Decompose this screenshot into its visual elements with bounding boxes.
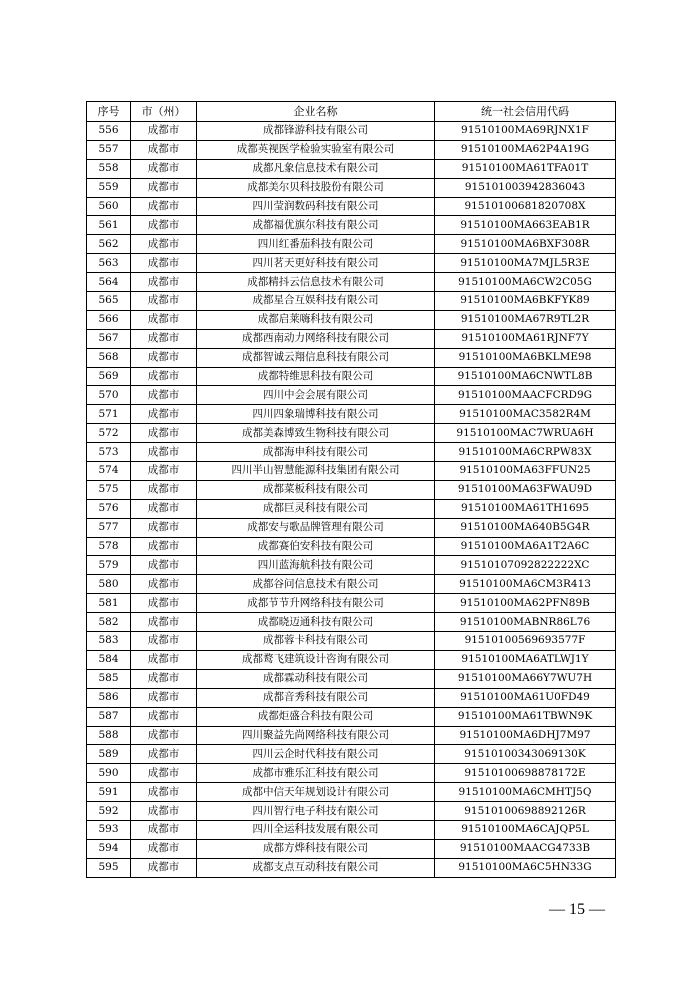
table-row — [87, 688, 616, 707]
table-body — [87, 122, 616, 878]
row-company: 四川智行电子科技有限公司 — [197, 802, 435, 821]
row-city: 成都市 — [131, 783, 197, 802]
table-row — [87, 292, 616, 311]
row-index: 559 — [87, 178, 131, 197]
row-company: 成都鹜飞建筑设计咨询有限公司 — [197, 650, 435, 669]
row-index: 576 — [87, 499, 131, 518]
row-city: 成都市 — [131, 688, 197, 707]
row-city: 成都市 — [131, 839, 197, 858]
table-row — [87, 802, 616, 821]
row-credit-code: 91510100MA61TBWN9K — [435, 707, 616, 726]
row-company: 成都菜板科技有限公司 — [197, 480, 435, 499]
row-city: 成都市 — [131, 802, 197, 821]
table-row — [87, 745, 616, 764]
row-company: 四川莹润数码科技有限公司 — [197, 197, 435, 216]
row-index: 557 — [87, 140, 131, 159]
row-credit-code: 91510100MA62P4A19G — [435, 140, 616, 159]
row-credit-code: 91510100MA69RJNX1F — [435, 122, 616, 141]
row-credit-code: 91510100MA7MJL5R3E — [435, 254, 616, 273]
row-credit-code: 91510100MABNR86L76 — [435, 613, 616, 632]
row-company: 成都赛伯安科技有限公司 — [197, 537, 435, 556]
row-index: 583 — [87, 632, 131, 651]
row-city: 成都市 — [131, 405, 197, 424]
row-credit-code: 91510100MA6CW2C05G — [435, 273, 616, 292]
row-index: 593 — [87, 820, 131, 839]
row-city: 成都市 — [131, 329, 197, 348]
row-company: 成都启莱嗨科技有限公司 — [197, 310, 435, 329]
table-row — [87, 273, 616, 292]
table-row — [87, 140, 616, 159]
row-credit-code: 91510100MA6CNWTL8B — [435, 367, 616, 386]
row-credit-code: 91510100698878172E — [435, 764, 616, 783]
row-city: 成都市 — [131, 122, 197, 141]
row-index: 564 — [87, 273, 131, 292]
row-city: 成都市 — [131, 386, 197, 405]
table-row — [87, 405, 616, 424]
table-row — [87, 122, 616, 141]
row-credit-code: 915101003942836043 — [435, 178, 616, 197]
row-credit-code: 91510100MA61TFA01T — [435, 159, 616, 178]
row-credit-code: 91510100MA6BKFYK89 — [435, 292, 616, 311]
row-index: 589 — [87, 745, 131, 764]
row-credit-code: 91510100MAACG4733B — [435, 839, 616, 858]
table-row — [87, 159, 616, 178]
table-row — [87, 235, 616, 254]
row-city: 成都市 — [131, 462, 197, 481]
row-company: 成都西南动力网络科技有限公司 — [197, 329, 435, 348]
table-row — [87, 556, 616, 575]
row-index: 569 — [87, 367, 131, 386]
row-city: 成都市 — [131, 424, 197, 443]
row-credit-code: 91510100MAC7WRUA6H — [435, 424, 616, 443]
row-city: 成都市 — [131, 594, 197, 613]
table-row — [87, 707, 616, 726]
row-company: 成都特维思科技有限公司 — [197, 367, 435, 386]
row-company: 成都巨灵科技有限公司 — [197, 499, 435, 518]
row-credit-code: 91510100MA66Y7WU7H — [435, 669, 616, 688]
header-company: 企业名称 — [197, 102, 435, 122]
table-row — [87, 348, 616, 367]
table-row — [87, 197, 616, 216]
row-city: 成都市 — [131, 537, 197, 556]
row-company: 四川茗天更好科技有限公司 — [197, 254, 435, 273]
row-credit-code: 91510100MA61U0FD49 — [435, 688, 616, 707]
header-credit-code: 统一社会信用代码 — [435, 102, 616, 122]
table-row — [87, 650, 616, 669]
row-company: 成都方烨科技有限公司 — [197, 839, 435, 858]
row-company: 成都海申科技有限公司 — [197, 443, 435, 462]
row-company: 四川聚益先尚网络科技有限公司 — [197, 726, 435, 745]
table-row — [87, 216, 616, 235]
row-index: 566 — [87, 310, 131, 329]
table-row — [87, 462, 616, 481]
row-index: 571 — [87, 405, 131, 424]
row-index: 586 — [87, 688, 131, 707]
row-company: 成都福优旗尔科技有限公司 — [197, 216, 435, 235]
table-row — [87, 858, 616, 877]
row-city: 成都市 — [131, 159, 197, 178]
row-credit-code: 91510100MA6A1T2A6C — [435, 537, 616, 556]
row-company: 四川云企时代科技有限公司 — [197, 745, 435, 764]
table-row — [87, 594, 616, 613]
enterprise-table — [86, 101, 616, 878]
row-city: 成都市 — [131, 310, 197, 329]
row-credit-code: 91510100MA61TH1695 — [435, 499, 616, 518]
page-number: — 15 — — [549, 901, 605, 918]
row-index: 594 — [87, 839, 131, 858]
row-index: 580 — [87, 575, 131, 594]
row-index: 578 — [87, 537, 131, 556]
row-city: 成都市 — [131, 726, 197, 745]
row-credit-code: 91510100MA6ATLWJ1Y — [435, 650, 616, 669]
row-company: 四川全运科技发展有限公司 — [197, 820, 435, 839]
table-header-row — [87, 102, 616, 122]
table-row — [87, 178, 616, 197]
row-credit-code: 91510100MA6CAJQP5L — [435, 820, 616, 839]
row-credit-code: 91510100MA6BXF308R — [435, 235, 616, 254]
row-index: 588 — [87, 726, 131, 745]
row-company: 成都美尔贝科技股份有限公司 — [197, 178, 435, 197]
row-index: 581 — [87, 594, 131, 613]
row-index: 561 — [87, 216, 131, 235]
row-company: 成都星合互娱科技有限公司 — [197, 292, 435, 311]
row-company: 成都安与歌品牌管理有限公司 — [197, 518, 435, 537]
row-index: 595 — [87, 858, 131, 877]
table-row — [87, 783, 616, 802]
table-row — [87, 669, 616, 688]
row-index: 558 — [87, 159, 131, 178]
row-city: 成都市 — [131, 367, 197, 386]
table-row — [87, 443, 616, 462]
table-row — [87, 764, 616, 783]
row-index: 590 — [87, 764, 131, 783]
row-credit-code: 91510100MA6CRPW83X — [435, 443, 616, 462]
row-credit-code: 91510100MAACFCRD9G — [435, 386, 616, 405]
table-row — [87, 367, 616, 386]
row-company: 成都中信天年规划设计有限公司 — [197, 783, 435, 802]
row-city: 成都市 — [131, 707, 197, 726]
table-row — [87, 839, 616, 858]
row-company: 成都蓉卡科技有限公司 — [197, 632, 435, 651]
row-index: 560 — [87, 197, 131, 216]
row-credit-code: 91510100MA6CMHTJ5Q — [435, 783, 616, 802]
row-company: 四川红番茄科技有限公司 — [197, 235, 435, 254]
row-city: 成都市 — [131, 348, 197, 367]
row-index: 556 — [87, 122, 131, 141]
row-city: 成都市 — [131, 764, 197, 783]
row-credit-code: 91510100MA6DHJ7M97 — [435, 726, 616, 745]
row-city: 成都市 — [131, 178, 197, 197]
row-company: 四川蓝海航科技有限公司 — [197, 556, 435, 575]
row-city: 成都市 — [131, 575, 197, 594]
row-company: 成都美森博致生物科技有限公司 — [197, 424, 435, 443]
row-index: 568 — [87, 348, 131, 367]
row-company: 成都谷问信息技术有限公司 — [197, 575, 435, 594]
row-index: 563 — [87, 254, 131, 273]
row-credit-code: 91510100MA63FFUN25 — [435, 462, 616, 481]
table-row — [87, 254, 616, 273]
row-company: 成都音秀科技有限公司 — [197, 688, 435, 707]
row-company: 四川中会会展有限公司 — [197, 386, 435, 405]
table-row — [87, 575, 616, 594]
row-credit-code: 91510100MA61RJNF7Y — [435, 329, 616, 348]
row-city: 成都市 — [131, 613, 197, 632]
header-index: 序号 — [87, 102, 131, 122]
row-company: 四川四象瑞博科技有限公司 — [197, 405, 435, 424]
table-row — [87, 518, 616, 537]
row-index: 572 — [87, 424, 131, 443]
row-city: 成都市 — [131, 650, 197, 669]
table-row — [87, 480, 616, 499]
row-city: 成都市 — [131, 745, 197, 764]
row-credit-code: 91510100681820708X — [435, 197, 616, 216]
row-index: 577 — [87, 518, 131, 537]
row-city: 成都市 — [131, 140, 197, 159]
table-row — [87, 726, 616, 745]
row-city: 成都市 — [131, 216, 197, 235]
row-index: 575 — [87, 480, 131, 499]
row-company: 成都英视医学检验实验室有限公司 — [197, 140, 435, 159]
row-company: 成都智诚云翔信息科技有限公司 — [197, 348, 435, 367]
row-city: 成都市 — [131, 499, 197, 518]
table-row — [87, 310, 616, 329]
row-index: 584 — [87, 650, 131, 669]
row-credit-code: 91510100MA640B5G4R — [435, 518, 616, 537]
row-index: 573 — [87, 443, 131, 462]
table-row — [87, 499, 616, 518]
row-index: 567 — [87, 329, 131, 348]
row-index: 585 — [87, 669, 131, 688]
row-credit-code: 91510107092822222XC — [435, 556, 616, 575]
row-credit-code: 91510100MA663EAB1R — [435, 216, 616, 235]
table-row — [87, 424, 616, 443]
row-city: 成都市 — [131, 632, 197, 651]
row-index: 570 — [87, 386, 131, 405]
row-credit-code: 91510100MA6CM3R413 — [435, 575, 616, 594]
row-company: 成都炬盛合科技有限公司 — [197, 707, 435, 726]
table-row — [87, 537, 616, 556]
row-index: 574 — [87, 462, 131, 481]
row-company: 成都凡象信息技术有限公司 — [197, 159, 435, 178]
row-company: 成都精抖云信息技术有限公司 — [197, 273, 435, 292]
table-row — [87, 386, 616, 405]
row-credit-code: 91510100MA63FWAU9D — [435, 480, 616, 499]
row-city: 成都市 — [131, 858, 197, 877]
row-city: 成都市 — [131, 197, 197, 216]
row-index: 582 — [87, 613, 131, 632]
table-row — [87, 632, 616, 651]
row-city: 成都市 — [131, 518, 197, 537]
row-company: 成都节节升网络科技有限公司 — [197, 594, 435, 613]
row-city: 成都市 — [131, 273, 197, 292]
row-index: 591 — [87, 783, 131, 802]
row-company: 成都霖动科技有限公司 — [197, 669, 435, 688]
row-city: 成都市 — [131, 820, 197, 839]
row-city: 成都市 — [131, 556, 197, 575]
row-company: 成都晓迈通科技有限公司 — [197, 613, 435, 632]
row-city: 成都市 — [131, 235, 197, 254]
row-credit-code: 91510100698892126R — [435, 802, 616, 821]
row-credit-code: 91510100MA67R9TL2R — [435, 310, 616, 329]
row-city: 成都市 — [131, 254, 197, 273]
row-index: 592 — [87, 802, 131, 821]
row-company: 成都锋游科技有限公司 — [197, 122, 435, 141]
row-company: 成都市雅乐汇科技有限公司 — [197, 764, 435, 783]
row-credit-code: 91510100MA6BKLME98 — [435, 348, 616, 367]
row-credit-code: 91510100569693577F — [435, 632, 616, 651]
header-city: 市（州） — [131, 102, 197, 122]
table-row — [87, 820, 616, 839]
row-index: 565 — [87, 292, 131, 311]
row-company: 成都支点互动科技有限公司 — [197, 858, 435, 877]
row-city: 成都市 — [131, 443, 197, 462]
row-city: 成都市 — [131, 292, 197, 311]
row-credit-code: 91510100MA6C5HN33G — [435, 858, 616, 877]
row-credit-code: 91510100343069130K — [435, 745, 616, 764]
table-row — [87, 329, 616, 348]
table-row — [87, 613, 616, 632]
row-city: 成都市 — [131, 480, 197, 499]
row-credit-code: 91510100MA62PFN89B — [435, 594, 616, 613]
row-index: 587 — [87, 707, 131, 726]
row-credit-code: 91510100MAC3582R4M — [435, 405, 616, 424]
row-company: 四川半山智慧能源科技集团有限公司 — [197, 462, 435, 481]
row-index: 562 — [87, 235, 131, 254]
row-city: 成都市 — [131, 669, 197, 688]
row-index: 579 — [87, 556, 131, 575]
